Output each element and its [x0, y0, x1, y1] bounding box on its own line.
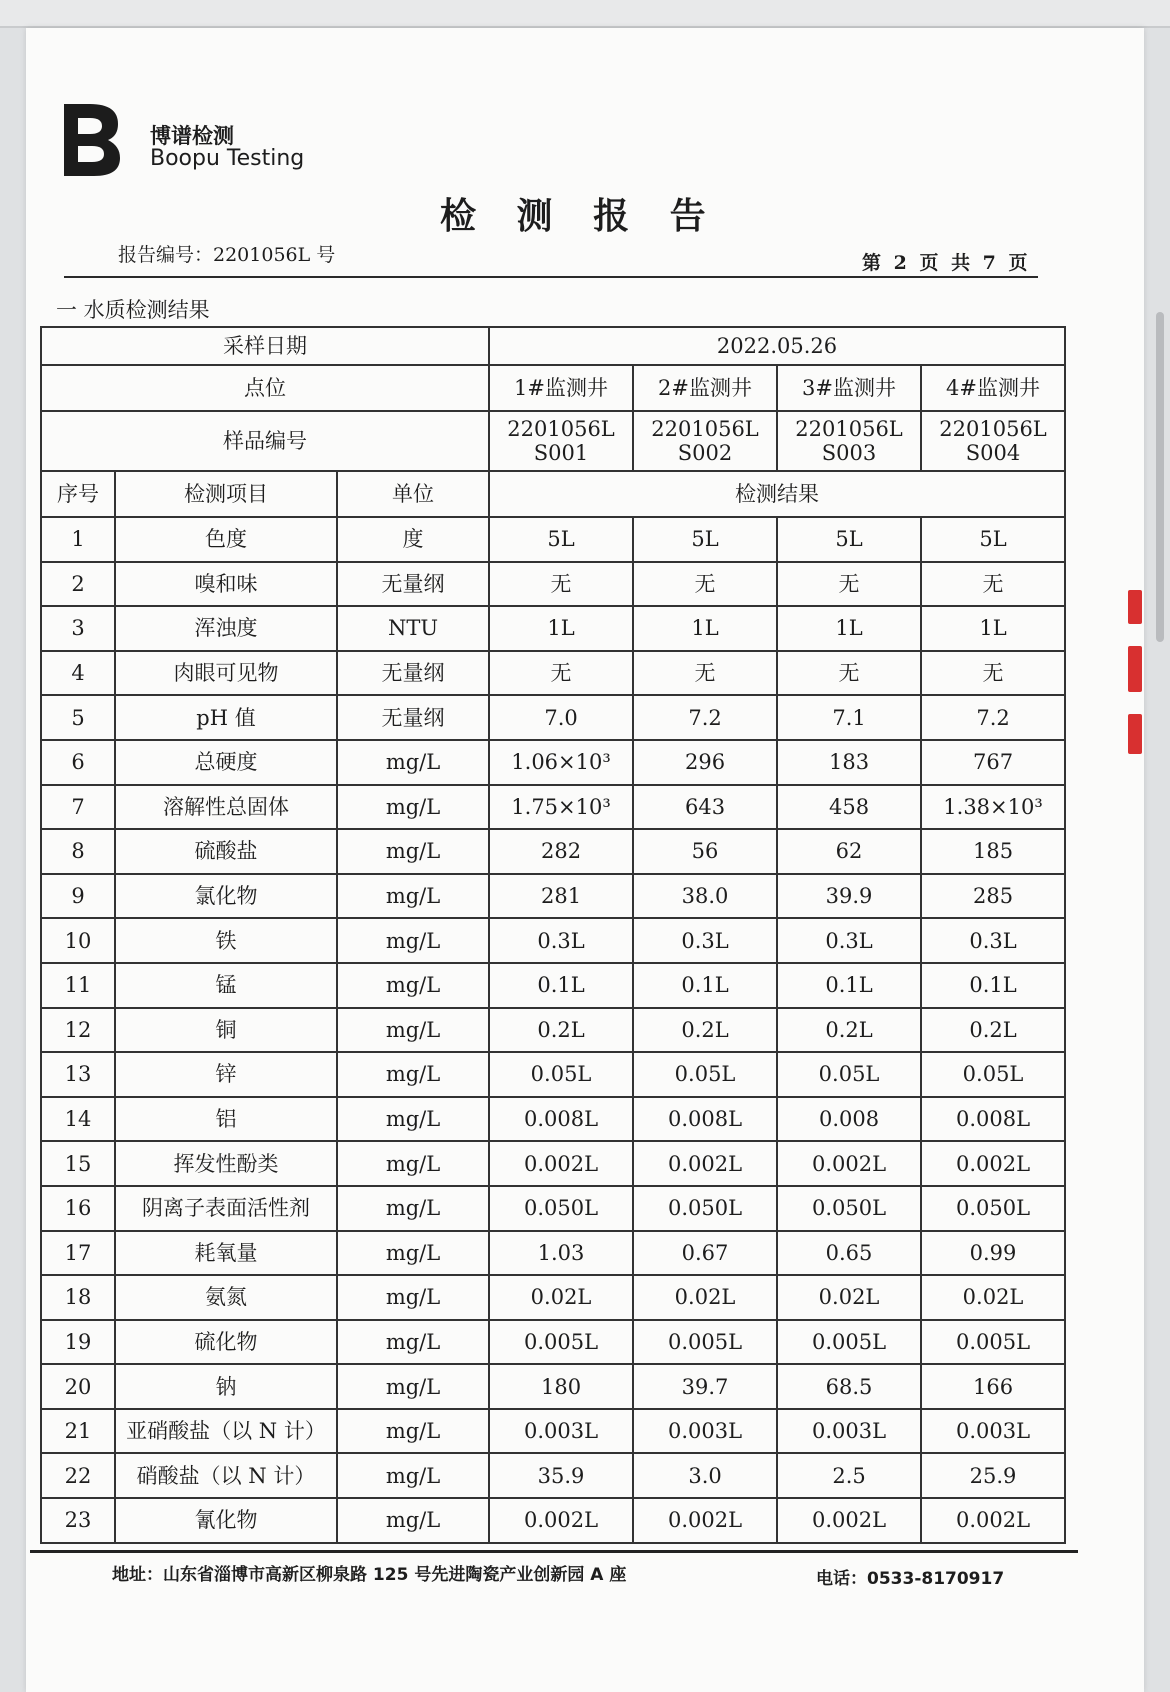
row-unit: mg/L — [337, 1409, 489, 1454]
row-item: 色度 — [115, 517, 337, 562]
row-result-2: 56 — [633, 829, 777, 874]
row-result-3: 0.3L — [777, 918, 921, 963]
page-number: 第 2 页 共 7 页 — [862, 252, 1031, 274]
row-seq: 14 — [41, 1097, 115, 1142]
row-result-1: 0.050L — [489, 1186, 633, 1231]
table-row — [41, 1320, 1065, 1365]
row-seq: 15 — [41, 1141, 115, 1186]
row-unit: mg/L — [337, 785, 489, 830]
row-unit: mg/L — [337, 1097, 489, 1142]
table-row — [41, 874, 1065, 919]
point-label: 点位 — [41, 365, 489, 411]
row-result-4: 767 — [921, 740, 1065, 785]
row-result-4: 166 — [921, 1364, 1065, 1409]
table-row — [41, 517, 1065, 562]
row-unit: NTU — [337, 606, 489, 651]
row-result-1: 5L — [489, 517, 633, 562]
row-result-1: 0.002L — [489, 1141, 633, 1186]
row-result-3: 183 — [777, 740, 921, 785]
top-strip — [0, 0, 1170, 28]
row-result-3: 0.003L — [777, 1409, 921, 1454]
row-item: 氨氮 — [115, 1275, 337, 1320]
header-divider — [64, 276, 1038, 278]
row-result-4: 285 — [921, 874, 1065, 919]
row-result-4: 0.02L — [921, 1275, 1065, 1320]
row-unit: mg/L — [337, 1275, 489, 1320]
table-row — [41, 1364, 1065, 1409]
row-result-3: 0.005L — [777, 1320, 921, 1365]
row-result-3: 0.002L — [777, 1498, 921, 1543]
row-unit: mg/L — [337, 1364, 489, 1409]
sample-no-label: 样品编号 — [41, 411, 489, 471]
row-result-1: 1.75×10³ — [489, 785, 633, 830]
row-seq: 18 — [41, 1275, 115, 1320]
row-result-4: 0.3L — [921, 918, 1065, 963]
row-seq: 9 — [41, 874, 115, 919]
col-results-header: 检测结果 — [489, 471, 1065, 517]
results-table — [40, 326, 1066, 1544]
table-row — [41, 829, 1065, 874]
table-row — [41, 1141, 1065, 1186]
row-item: 锰 — [115, 963, 337, 1008]
row-item: 硫酸盐 — [115, 829, 337, 874]
sample-no-1: 2201056L S001 — [489, 411, 633, 471]
row-unit: mg/L — [337, 740, 489, 785]
row-seq: 16 — [41, 1186, 115, 1231]
table-row — [41, 1275, 1065, 1320]
row-seq: 20 — [41, 1364, 115, 1409]
row-result-4: 0.005L — [921, 1320, 1065, 1365]
sampling-date-label: 采样日期 — [41, 327, 489, 365]
row-result-2: 7.2 — [633, 695, 777, 740]
row-result-2: 0.1L — [633, 963, 777, 1008]
row-seq: 11 — [41, 963, 115, 1008]
point-2: 2#监测井 — [633, 365, 777, 411]
row-seq: 3 — [41, 606, 115, 651]
row-result-3: 0.05L — [777, 1052, 921, 1097]
row-unit: mg/L — [337, 1141, 489, 1186]
table-row — [41, 1052, 1065, 1097]
row-result-2: 296 — [633, 740, 777, 785]
row-result-1: 35.9 — [489, 1453, 633, 1498]
row-seq: 12 — [41, 1008, 115, 1053]
row-result-2: 0.008L — [633, 1097, 777, 1142]
row-result-4: 无 — [921, 651, 1065, 696]
table-row — [41, 1498, 1065, 1543]
scrollbar-thumb[interactable] — [1156, 312, 1164, 642]
row-result-4: 185 — [921, 829, 1065, 874]
table-row — [41, 562, 1065, 607]
brand-name-cn: 博谱检测 — [150, 124, 234, 148]
row-item: 硫化物 — [115, 1320, 337, 1365]
row-unit: mg/L — [337, 1320, 489, 1365]
table-row — [41, 785, 1065, 830]
row-unit: 无量纲 — [337, 651, 489, 696]
table-row — [41, 1097, 1065, 1142]
row-item: 铁 — [115, 918, 337, 963]
row-result-3: 0.65 — [777, 1231, 921, 1276]
row-result-3: 68.5 — [777, 1364, 921, 1409]
row-result-1: 0.2L — [489, 1008, 633, 1053]
row-item: 亚硝酸盐（以 N 计） — [115, 1409, 337, 1454]
row-seq: 22 — [41, 1453, 115, 1498]
sampling-date-row — [41, 327, 1065, 365]
sample-no-2: 2201056L S002 — [633, 411, 777, 471]
table-row — [41, 918, 1065, 963]
row-unit: mg/L — [337, 829, 489, 874]
row-item: 铝 — [115, 1097, 337, 1142]
row-result-4: 0.2L — [921, 1008, 1065, 1053]
footer-address: 地址：山东省淄博市高新区柳泉路 125 号先进陶瓷产业创新园 A 座 — [112, 1565, 627, 1585]
row-result-2: 0.67 — [633, 1231, 777, 1276]
row-item: 总硬度 — [115, 740, 337, 785]
table-row — [41, 1231, 1065, 1276]
row-result-2: 643 — [633, 785, 777, 830]
row-unit: mg/L — [337, 1008, 489, 1053]
row-result-3: 5L — [777, 517, 921, 562]
sample-no-4: 2201056L S004 — [921, 411, 1065, 471]
row-seq: 21 — [41, 1409, 115, 1454]
point-row — [41, 365, 1065, 411]
table-row — [41, 651, 1065, 696]
row-seq: 19 — [41, 1320, 115, 1365]
row-result-4: 1.38×10³ — [921, 785, 1065, 830]
row-seq: 1 — [41, 517, 115, 562]
col-item-header: 检测项目 — [115, 471, 337, 517]
row-result-2: 0.05L — [633, 1052, 777, 1097]
row-item: 嗅和味 — [115, 562, 337, 607]
table-row — [41, 740, 1065, 785]
row-result-2: 0.02L — [633, 1275, 777, 1320]
row-item: 阴离子表面活性剂 — [115, 1186, 337, 1231]
report-number: 报告编号：2201056L 号 — [118, 244, 336, 266]
row-result-4: 0.1L — [921, 963, 1065, 1008]
table-row — [41, 1008, 1065, 1053]
row-result-4: 0.050L — [921, 1186, 1065, 1231]
row-result-4: 1L — [921, 606, 1065, 651]
row-result-3: 0.2L — [777, 1008, 921, 1053]
red-stamp-edge — [1128, 590, 1142, 810]
row-unit: mg/L — [337, 963, 489, 1008]
row-seq: 17 — [41, 1231, 115, 1276]
row-result-2: 0.2L — [633, 1008, 777, 1053]
row-result-1: 无 — [489, 651, 633, 696]
row-item: 硝酸盐（以 N 计） — [115, 1453, 337, 1498]
row-result-1: 1.06×10³ — [489, 740, 633, 785]
row-item: 氰化物 — [115, 1498, 337, 1543]
row-result-3: 0.050L — [777, 1186, 921, 1231]
row-seq: 2 — [41, 562, 115, 607]
section-title: 一 水质检测结果 — [56, 298, 210, 322]
row-seq: 23 — [41, 1498, 115, 1543]
row-unit: mg/L — [337, 1231, 489, 1276]
boopu-logo-icon — [60, 98, 124, 178]
row-item: 铜 — [115, 1008, 337, 1053]
footer-phone: 电话：0533-8170917 — [816, 1569, 1005, 1589]
row-seq: 5 — [41, 695, 115, 740]
row-result-4: 0.008L — [921, 1097, 1065, 1142]
sample-no-3: 2201056L S003 — [777, 411, 921, 471]
row-result-1: 0.003L — [489, 1409, 633, 1454]
table-row — [41, 1409, 1065, 1454]
row-result-4: 25.9 — [921, 1453, 1065, 1498]
row-result-3: 0.002L — [777, 1141, 921, 1186]
row-unit: 度 — [337, 517, 489, 562]
row-item: 锌 — [115, 1052, 337, 1097]
row-result-3: 0.008 — [777, 1097, 921, 1142]
row-result-1: 281 — [489, 874, 633, 919]
row-result-3: 1L — [777, 606, 921, 651]
col-unit-header: 单位 — [337, 471, 489, 517]
row-item: 氯化物 — [115, 874, 337, 919]
row-result-4: 7.2 — [921, 695, 1065, 740]
row-seq: 8 — [41, 829, 115, 874]
row-unit: mg/L — [337, 874, 489, 919]
row-result-2: 无 — [633, 651, 777, 696]
row-result-4: 0.99 — [921, 1231, 1065, 1276]
row-seq: 4 — [41, 651, 115, 696]
row-unit: mg/L — [337, 1498, 489, 1543]
row-result-1: 7.0 — [489, 695, 633, 740]
row-result-4: 0.003L — [921, 1409, 1065, 1454]
row-result-4: 0.002L — [921, 1141, 1065, 1186]
row-result-2: 1L — [633, 606, 777, 651]
row-seq: 6 — [41, 740, 115, 785]
brand-name-en: Boopu Testing — [150, 146, 305, 171]
row-result-3: 458 — [777, 785, 921, 830]
sampling-date-value: 2022.05.26 — [489, 327, 1065, 365]
row-result-2: 0.003L — [633, 1409, 777, 1454]
column-header-row — [41, 471, 1065, 517]
row-result-3: 7.1 — [777, 695, 921, 740]
row-result-1: 0.1L — [489, 963, 633, 1008]
row-item: 挥发性酚类 — [115, 1141, 337, 1186]
row-result-3: 2.5 — [777, 1453, 921, 1498]
row-unit: 无量纲 — [337, 562, 489, 607]
row-result-2: 3.0 — [633, 1453, 777, 1498]
row-result-4: 5L — [921, 517, 1065, 562]
row-result-1: 180 — [489, 1364, 633, 1409]
row-result-1: 1L — [489, 606, 633, 651]
row-result-3: 无 — [777, 562, 921, 607]
row-result-1: 282 — [489, 829, 633, 874]
row-result-1: 0.002L — [489, 1498, 633, 1543]
row-unit: mg/L — [337, 1186, 489, 1231]
row-result-2: 无 — [633, 562, 777, 607]
row-result-3: 无 — [777, 651, 921, 696]
row-result-2: 39.7 — [633, 1364, 777, 1409]
row-result-1: 无 — [489, 562, 633, 607]
point-4: 4#监测井 — [921, 365, 1065, 411]
row-result-1: 0.3L — [489, 918, 633, 963]
row-item: 耗氧量 — [115, 1231, 337, 1276]
row-seq: 10 — [41, 918, 115, 963]
row-result-2: 38.0 — [633, 874, 777, 919]
sample-no-row — [41, 411, 1065, 471]
row-seq: 13 — [41, 1052, 115, 1097]
row-result-2: 0.050L — [633, 1186, 777, 1231]
row-result-1: 1.03 — [489, 1231, 633, 1276]
row-seq: 7 — [41, 785, 115, 830]
footer-divider — [30, 1550, 1078, 1553]
row-result-2: 0.002L — [633, 1141, 777, 1186]
row-item: 浑浊度 — [115, 606, 337, 651]
row-result-2: 5L — [633, 517, 777, 562]
page-title: 检 测 报 告 — [440, 195, 720, 237]
row-item: pH 值 — [115, 695, 337, 740]
row-result-3: 0.1L — [777, 963, 921, 1008]
row-result-4: 0.002L — [921, 1498, 1065, 1543]
row-unit: 无量纲 — [337, 695, 489, 740]
row-result-1: 0.005L — [489, 1320, 633, 1365]
table-row — [41, 606, 1065, 651]
row-unit: mg/L — [337, 1052, 489, 1097]
row-result-2: 0.3L — [633, 918, 777, 963]
table-row — [41, 1186, 1065, 1231]
table-row — [41, 1453, 1065, 1498]
row-result-3: 39.9 — [777, 874, 921, 919]
row-result-1: 0.05L — [489, 1052, 633, 1097]
row-item: 钠 — [115, 1364, 337, 1409]
row-result-1: 0.02L — [489, 1275, 633, 1320]
row-result-4: 0.05L — [921, 1052, 1065, 1097]
row-unit: mg/L — [337, 1453, 489, 1498]
row-result-1: 0.008L — [489, 1097, 633, 1142]
row-result-2: 0.005L — [633, 1320, 777, 1365]
table-row — [41, 695, 1065, 740]
row-result-3: 0.02L — [777, 1275, 921, 1320]
row-result-3: 62 — [777, 829, 921, 874]
row-unit: mg/L — [337, 918, 489, 963]
row-result-2: 0.002L — [633, 1498, 777, 1543]
col-seq-header: 序号 — [41, 471, 115, 517]
point-3: 3#监测井 — [777, 365, 921, 411]
point-1: 1#监测井 — [489, 365, 633, 411]
row-item: 溶解性总固体 — [115, 785, 337, 830]
row-result-4: 无 — [921, 562, 1065, 607]
table-row — [41, 963, 1065, 1008]
row-item: 肉眼可见物 — [115, 651, 337, 696]
